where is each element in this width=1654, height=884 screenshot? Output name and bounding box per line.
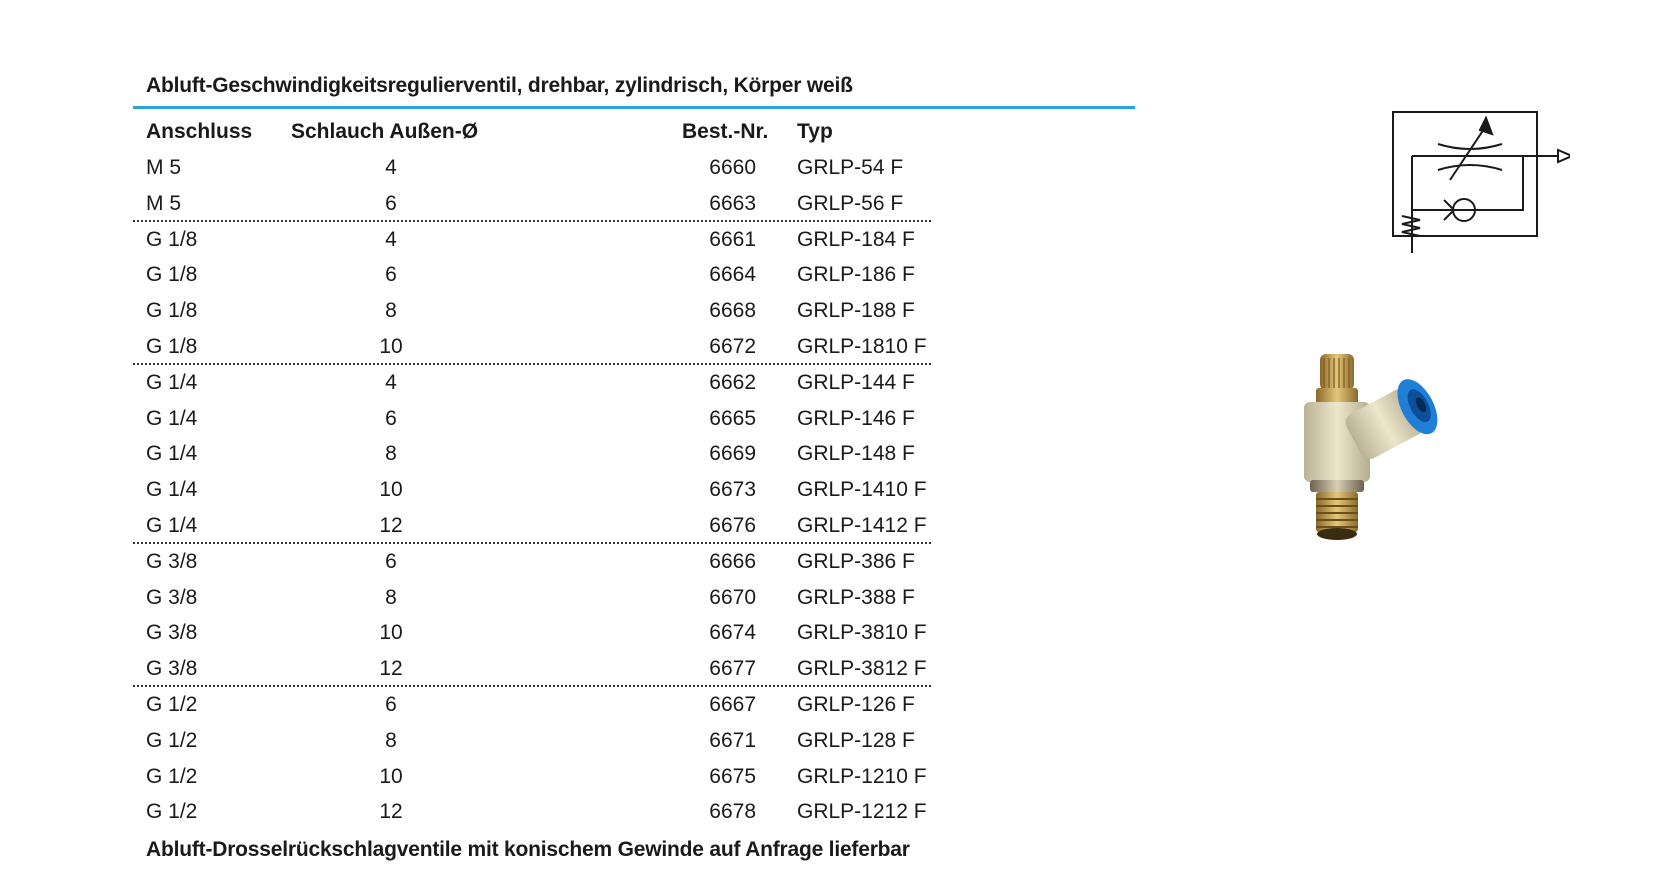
type-cell: GRLP-56 F xyxy=(797,191,904,215)
connection-cell: G 1/8 xyxy=(146,334,198,358)
order-number-cell: 6662 xyxy=(709,370,756,394)
connection-cell: G 1/4 xyxy=(146,442,198,466)
order-number-cell: 6660 xyxy=(709,156,756,179)
hose-diameter-cell: 10 xyxy=(379,764,403,788)
order-number-cell: 6669 xyxy=(709,442,756,466)
order-number-cell: 6675 xyxy=(709,764,756,788)
valve-symbol-icon xyxy=(1390,108,1570,258)
type-cell: GRLP-128 F xyxy=(797,728,915,752)
type-cell: GRLP-148 F xyxy=(797,442,915,466)
order-number-cell: 6672 xyxy=(709,334,756,358)
hose-diameter-cell: 10 xyxy=(379,621,403,645)
connection-cell: G 1/2 xyxy=(146,800,198,824)
table-title: Abluft-Geschwindigkeitsregulierventil, drehbar, zylindrisch, Körper weiß xyxy=(146,74,853,97)
hose-diameter-cell: 6 xyxy=(385,406,397,430)
order-number-cell: 6677 xyxy=(709,657,756,681)
type-cell: GRLP-144 F xyxy=(797,370,915,394)
hose-diameter-cell: 10 xyxy=(379,478,403,502)
table-row xyxy=(0,472,960,508)
table-row xyxy=(0,436,960,472)
hose-diameter-cell: 12 xyxy=(379,657,403,681)
type-cell: GRLP-3810 F xyxy=(797,621,927,645)
connection-cell: G 3/8 xyxy=(146,621,198,645)
type-cell: GRLP-1410 F xyxy=(797,478,927,502)
connection-cell: G 1/2 xyxy=(146,764,198,788)
connection-cell: G 3/8 xyxy=(146,657,198,681)
hose-diameter-cell: 4 xyxy=(385,227,397,251)
table-row xyxy=(0,615,960,651)
table-row xyxy=(0,508,960,544)
order-number-cell: 6667 xyxy=(709,692,756,716)
type-cell: GRLP-188 F xyxy=(797,299,915,323)
connection-cell: G 1/4 xyxy=(146,406,198,430)
hose-diameter-cell: 8 xyxy=(385,728,397,752)
type-cell: GRLP-1412 F xyxy=(797,513,927,537)
order-number-cell: 6676 xyxy=(709,513,756,537)
hose-diameter-cell: 8 xyxy=(385,442,397,466)
header-order-number: Best.-Nr. xyxy=(682,120,769,143)
order-number-cell: 6674 xyxy=(709,621,756,645)
connection-cell: M 5 xyxy=(146,191,182,215)
type-cell: GRLP-1810 F xyxy=(797,334,927,358)
type-cell: GRLP-54 F xyxy=(797,156,904,179)
order-number-cell: 6671 xyxy=(709,728,756,752)
product-table xyxy=(0,150,960,830)
hose-diameter-cell: 8 xyxy=(385,585,397,609)
order-number-cell: 6664 xyxy=(709,263,756,287)
table-row xyxy=(0,651,960,687)
table-row xyxy=(0,293,960,329)
table-row xyxy=(0,687,960,723)
order-number-cell: 6666 xyxy=(709,549,756,573)
connection-cell: G 3/8 xyxy=(146,549,198,573)
table-row xyxy=(0,329,960,365)
type-cell: GRLP-386 F xyxy=(797,549,915,573)
connection-cell: G 1/4 xyxy=(146,478,198,502)
table-row xyxy=(0,723,960,759)
hose-diameter-cell: 6 xyxy=(385,191,397,215)
hose-diameter-cell: 4 xyxy=(385,156,397,179)
type-cell: GRLP-126 F xyxy=(797,692,915,716)
order-number-cell: 6670 xyxy=(709,585,756,609)
table-row xyxy=(0,222,960,258)
table-row xyxy=(0,150,960,186)
fitting-photo-icon xyxy=(1290,350,1470,550)
connection-cell: M 5 xyxy=(146,156,182,179)
table-row xyxy=(0,365,960,401)
hose-diameter-cell: 8 xyxy=(385,299,397,323)
connection-cell: G 1/8 xyxy=(146,263,198,287)
header-connection: Anschluss xyxy=(146,120,253,143)
connection-cell: G 3/8 xyxy=(146,585,198,609)
type-cell: GRLP-3812 F xyxy=(797,657,927,681)
type-cell: GRLP-1210 F xyxy=(797,764,927,788)
type-cell: GRLP-146 F xyxy=(797,406,915,430)
header-type: Typ xyxy=(797,120,833,143)
hose-diameter-cell: 10 xyxy=(379,334,403,358)
connection-cell: G 1/2 xyxy=(146,692,198,716)
table-row xyxy=(0,794,960,830)
hose-diameter-cell: 12 xyxy=(379,800,403,824)
order-number-cell: 6663 xyxy=(709,191,756,215)
connection-cell: G 1/4 xyxy=(146,513,198,537)
type-cell: GRLP-186 F xyxy=(797,263,915,287)
table-row xyxy=(0,186,960,222)
order-number-cell: 6678 xyxy=(709,800,756,824)
title-underline xyxy=(133,106,1135,109)
table-row xyxy=(0,759,960,795)
hose-diameter-cell: 4 xyxy=(385,370,397,394)
table-row xyxy=(0,257,960,293)
type-cell: GRLP-184 F xyxy=(797,227,915,251)
footer-note: Abluft-Drosselrückschlagventile mit konischem Gewinde auf Anfrage lieferbar xyxy=(146,838,910,861)
order-number-cell: 6673 xyxy=(709,478,756,502)
type-cell: GRLP-1212 F xyxy=(797,800,927,824)
hose-diameter-cell: 12 xyxy=(379,513,403,537)
order-number-cell: 6661 xyxy=(709,227,756,251)
order-number-cell: 6668 xyxy=(709,299,756,323)
table-row xyxy=(0,544,960,580)
hose-diameter-cell: 6 xyxy=(385,263,397,287)
connection-cell: G 1/8 xyxy=(146,299,198,323)
order-number-cell: 6665 xyxy=(709,406,756,430)
hose-diameter-cell: 6 xyxy=(385,549,397,573)
connection-cell: G 1/4 xyxy=(146,370,198,394)
type-cell: GRLP-388 F xyxy=(797,585,915,609)
connection-cell: G 1/2 xyxy=(146,728,198,752)
table-row xyxy=(0,401,960,437)
hose-diameter-cell: 6 xyxy=(385,692,397,716)
header-hose-diameter: Schlauch Außen-Ø xyxy=(291,120,479,143)
table-row xyxy=(0,580,960,616)
connection-cell: G 1/8 xyxy=(146,227,198,251)
